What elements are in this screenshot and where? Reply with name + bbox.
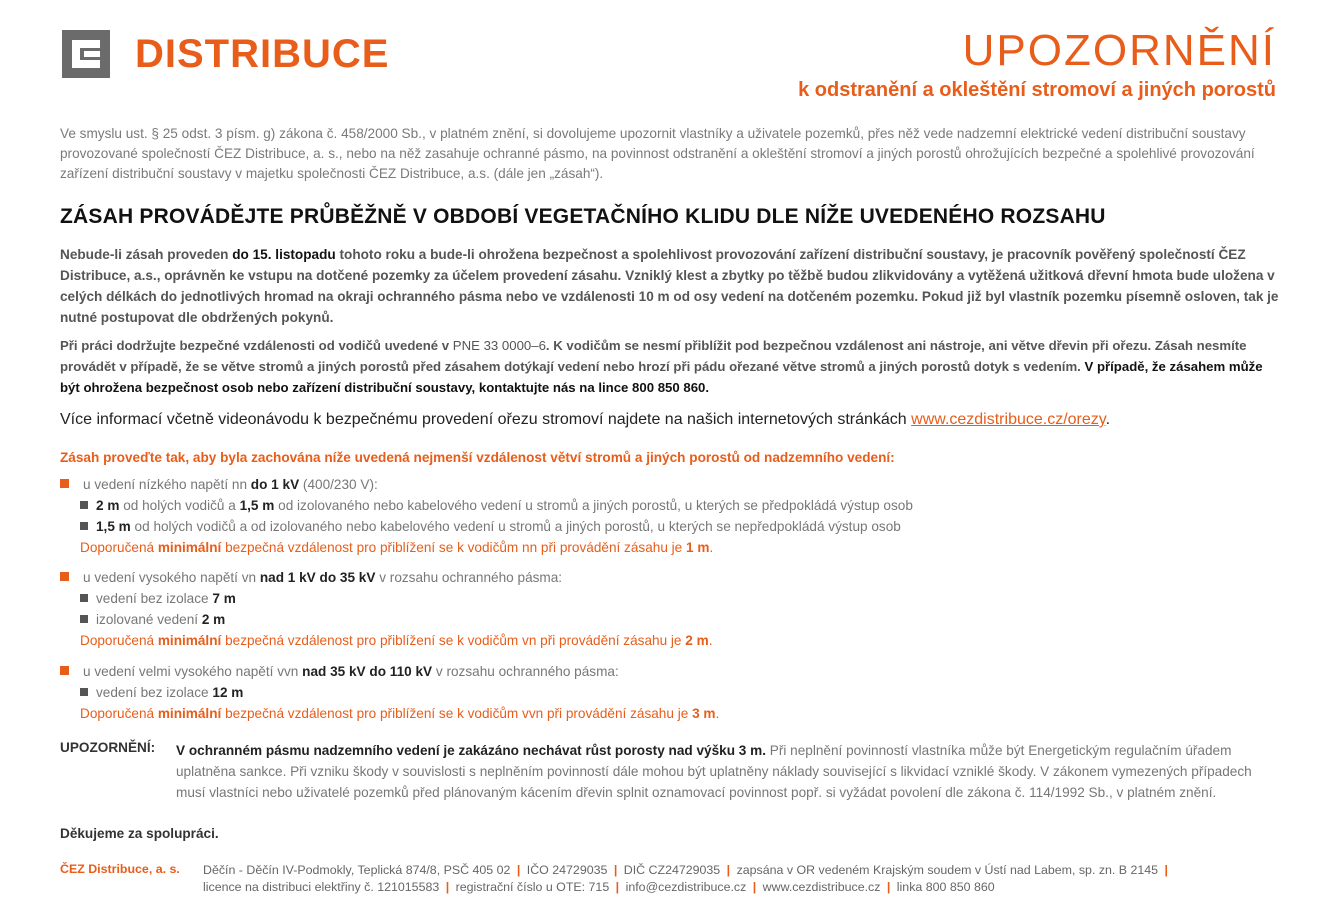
grey-bullet-icon [80,501,88,509]
vvn-recommendation: Doporučená minimální bezpečná vzdálenost pro přiblížení se k vodičům vvn při provádění zásahu je 3 m. [80,706,720,721]
section-heading: ZÁSAH PROVÁDĚJTE PRŮBĚŽNĚ V OBDOBÍ VEGETAČNÍHO KLIDU DLE NÍŽE UVEDENÉHO ROZSAHU [60,205,1106,228]
footer-company-name: ČEZ Distribuce, a. s. [60,862,180,876]
vn-recommendation: Doporučená minimální bezpečná vzdálenost pro přiblížení se k vodičům vn při provádění zásahu je 2 m. [80,633,713,648]
cez-logo-icon [62,30,110,78]
distance-rules-title: Zásah proveďte tak, aby byla zachována níže uvedená nejmenší vzdálenost větví stromů a jiných porostů od nadzemního vedení: [60,450,895,465]
brand-name: DISTRIBUCE [135,32,390,76]
thanks-line: Děkujeme za spolupráci. [60,826,219,841]
page-title: UPOZORNĚNÍ [962,26,1276,75]
footer-details: Děčín - Děčín IV-Podmokly, Teplická 874/8, PSČ 405 02 | IČO 24729035 | DIČ CZ24729035 | zapsána v OR vedeném Krajským soudem v Ústí nad Labem, sp. zn. B 2145 | licence na distribuci elektřiny č. 121015583 | registrační číslo u OTE: 715 | info@cezdistribuce.cz | www.cezdistribuce.cz | linka 800 850 860 [203,863,1168,894]
grey-bullet-icon [80,522,88,530]
orange-bullet-icon [60,572,69,581]
footer-web-link[interactable]: www.cezdistribuce.cz [762,880,881,894]
grey-bullet-icon [80,688,88,696]
safety-paragraph: Při práci dodržujte bezpečné vzdálenosti od vodičů uvedené v PNE 33 0000–6. K vodičům se nesmí přiblížit pod bezpečnou vzdálenost ani nástroje, ani větve dřevin při ořezu. Zásah nesmíte provádět v případě, že se větve stromů a jiných porostů před zásahem dotýkají vedení nebo hrozí při pádu ořezané větve stromů a jiných porostů dotyk s vedením. V případě, že zásahem může být ohrožena bezpečnost osob nebo zařízení distribuční soustavy, kontaktujte nás na lince 800 850 860. [60,338,1263,395]
grey-bullet-icon [80,615,88,623]
orezy-link[interactable]: www.cezdistribuce.cz/orezy [911,411,1106,428]
grey-bullet-icon [80,594,88,602]
footer-email-link[interactable]: info@cezdistribuce.cz [625,880,747,894]
orange-bullet-icon [60,666,69,675]
warning-label: UPOZORNĚNÍ: [60,740,156,755]
page-subtitle: k odstranění a okleštění stromoví a jiných porostů [798,79,1276,101]
intro-paragraph: Ve smyslu ust. § 25 odst. 3 písm. g) zákona č. 458/2000 Sb., v platném znění, si dovolujeme upozornit vlastníky a uživatele pozemků, přes něž vede nadzemní elektrické vedení distribuční soustavy provozované společností ČEZ Distribuce, a. s., nebo na něž zasahuje ochranné pásmo, na povinnost odstranění a okleštění stromoví a jiných porostů ohrožujících bezpečné a spolehlivé provozování zařízení distribuční soustavy v majetku společnosti ČEZ Distribuce, a.s. (dále jen „zásah“). [60,126,1255,181]
warning-text: V ochranném pásmu nadzemního vedení je zakázáno nechávat růst porosty nad výšku 3 m. Při neplnění povinností vlastníka může být Energetickým regulačním úřadem uplatněna sankce. Při vzniku škody v souvislosti s neplněním povinností dále mohou být uplatněny náklady související s likvidací vzniklé škody. V zákonem vymezených případech musí vlastníci nebo uživatelé pozemků před plánovaným kácením dřevin splnit oznamovací povinnost popř. si vyžádat povolení dle zákona č. 114/1992 Sb., v platném znění. [176,743,1252,800]
vvn-block: u vedení velmi vysokého napětí vvn nad 35 kV do 110 kV v rozsahu ochranného pásma: vedení bez izolace 12 m Doporučená minimální bezpečná vzdálenost pro přiblížení se k vodičům vvn při provádění zásahu je 3 m. [60,661,719,724]
vn-block: u vedení vysokého napětí vn nad 1 kV do 35 kV v rozsahu ochranného pásma: vedení bez izolace 7 m izolované vedení 2 m Doporučená minimální bezpečná vzdálenost pro přiblížení se k vodičům vn při provádění zásahu je 2 m. [60,567,712,651]
deadline-paragraph: Nebude-li zásah proveden do 15. listopadu tohoto roku a bude-li ohrožena bezpečnost a spolehlivost provozování zařízení distribuční soustavy, je pracovník pověřený společností ČEZ Distribuce, a.s., oprávněn ke vstupu na dotčené pozemky za účelem provedení zásahu. Vzniklý klest a zbytky po těžbě budou zlikvidovány a vytěžená užitková dřevní hmota bude uložena v celých délkách do jednotlivých hromad na okraji ochranného pásma nebo ve vzdálenosti 10 m od osy vedení na dotčeném pozemku. Pokud již byl vlastník pozemku písemně osloven, tak je nutné postupovat dle obdržených pokynů. [60,247,1279,325]
orange-bullet-icon [60,479,69,488]
nn-block: u vedení nízkého napětí nn do 1 kV (400/230 V): 2 m od holých vodičů a 1,5 m od izolovaného nebo kabelového vedení u stromů a jiných porostů, u kterých se předpokládá výstup osob 1,5 m od holých vodičů a od izolovaného nebo kabelového vedení u stromů a jiných porostů, u kterých se nepředpokládá výstup osob Doporučená minimální bezpečná vzdálenost pro přiblížení se k vodičům nn při provádění zásahu je 1 m. [60,474,913,558]
nn-recommendation: Doporučená minimální bezpečná vzdálenost pro přiblížení se k vodičům nn při provádění zásahu je 1 m. [80,540,714,555]
more-info-line: Více informací včetně videonávodu k bezpečnému provedení ořezu stromoví najdete na našich internetových stránkách www.cezdistribuce.cz/orezy. [60,411,1111,428]
